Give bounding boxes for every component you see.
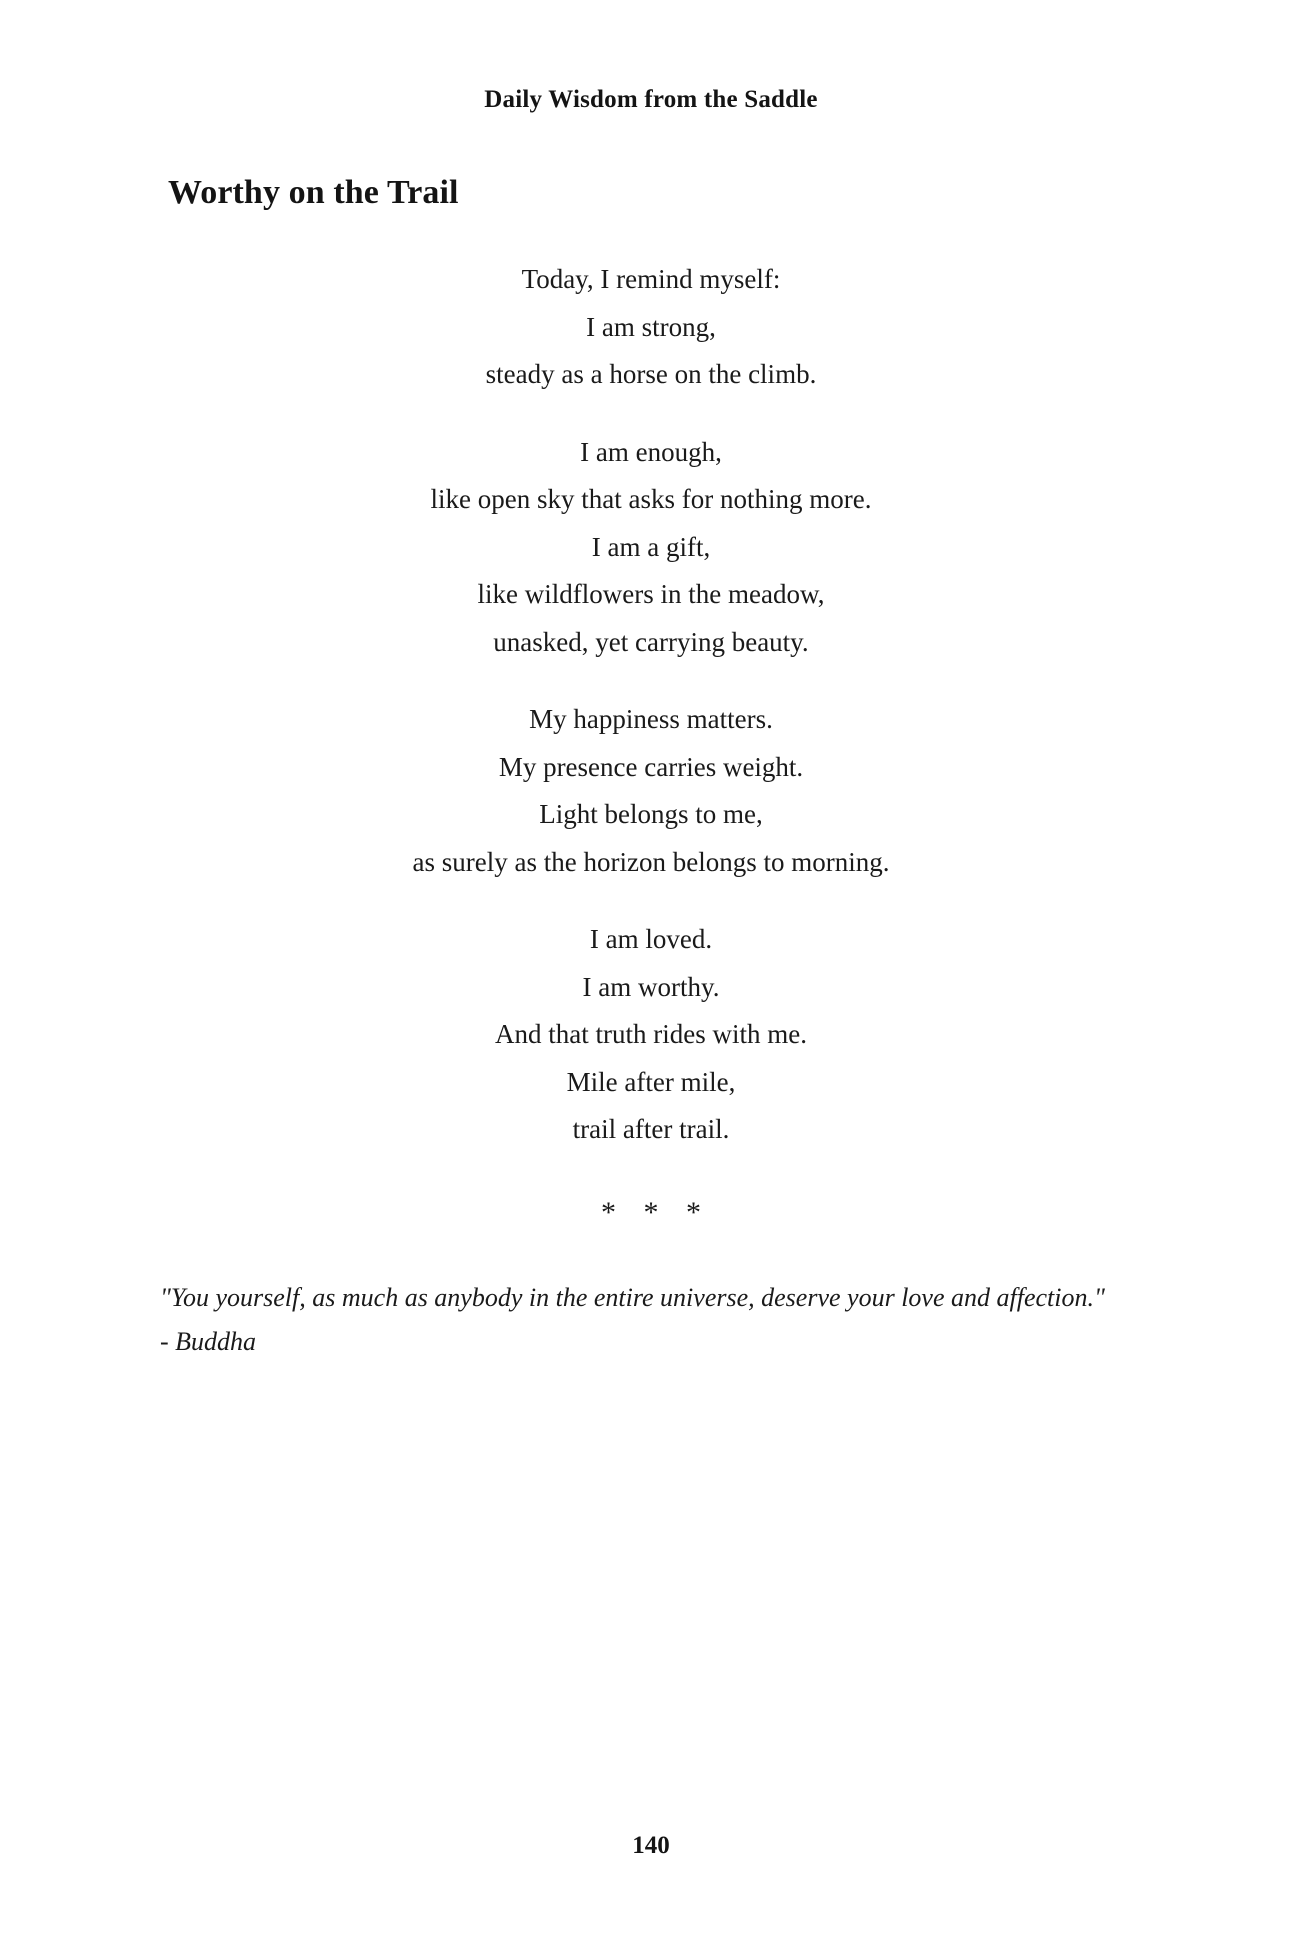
poem-line: as surely as the horizon belongs to morning. bbox=[412, 846, 890, 877]
epigraph-quote: "You yourself, as much as anybody in the entire universe, deserve your love and affection." - Buddha bbox=[160, 1282, 1105, 1356]
poem-line: And that truth rides with me. bbox=[495, 1019, 807, 1049]
poem-line: I am a gift, bbox=[591, 531, 711, 562]
poem-stanza bbox=[160, 429, 1142, 667]
poem-line: Mile after mile, bbox=[566, 1066, 736, 1097]
page-number: 140 bbox=[632, 1832, 670, 1859]
poem-line: steady as a horse on the climb. bbox=[485, 359, 817, 389]
poem-line: I am loved. bbox=[589, 924, 713, 954]
poem-stanza bbox=[160, 256, 1142, 399]
poem-line: I am strong, bbox=[586, 311, 716, 342]
poem-line: My happiness matters. bbox=[529, 704, 773, 734]
poem-line: Light belongs to me, bbox=[539, 799, 763, 829]
poem-line: I am enough, bbox=[580, 436, 722, 467]
poem-stanza bbox=[160, 696, 1142, 886]
poem-line: like open sky that asks for nothing more. bbox=[430, 484, 872, 514]
poem-line: My presence carries weight. bbox=[498, 751, 804, 782]
running-head: Daily Wisdom from the Saddle bbox=[484, 86, 818, 113]
poem-line: unasked, yet carrying beauty. bbox=[493, 626, 809, 657]
poem-line: trail after trail. bbox=[572, 1114, 730, 1144]
poem-line: Today, I remind myself: bbox=[521, 264, 781, 294]
poem-line: I am worthy. bbox=[582, 971, 720, 1002]
page-title: Worthy on the Trail bbox=[168, 174, 459, 211]
poem-stanza bbox=[160, 916, 1142, 1154]
poem-line: like wildflowers in the meadow, bbox=[477, 579, 825, 609]
section-divider: * * * bbox=[601, 1195, 711, 1229]
poem-body bbox=[160, 256, 1142, 1154]
